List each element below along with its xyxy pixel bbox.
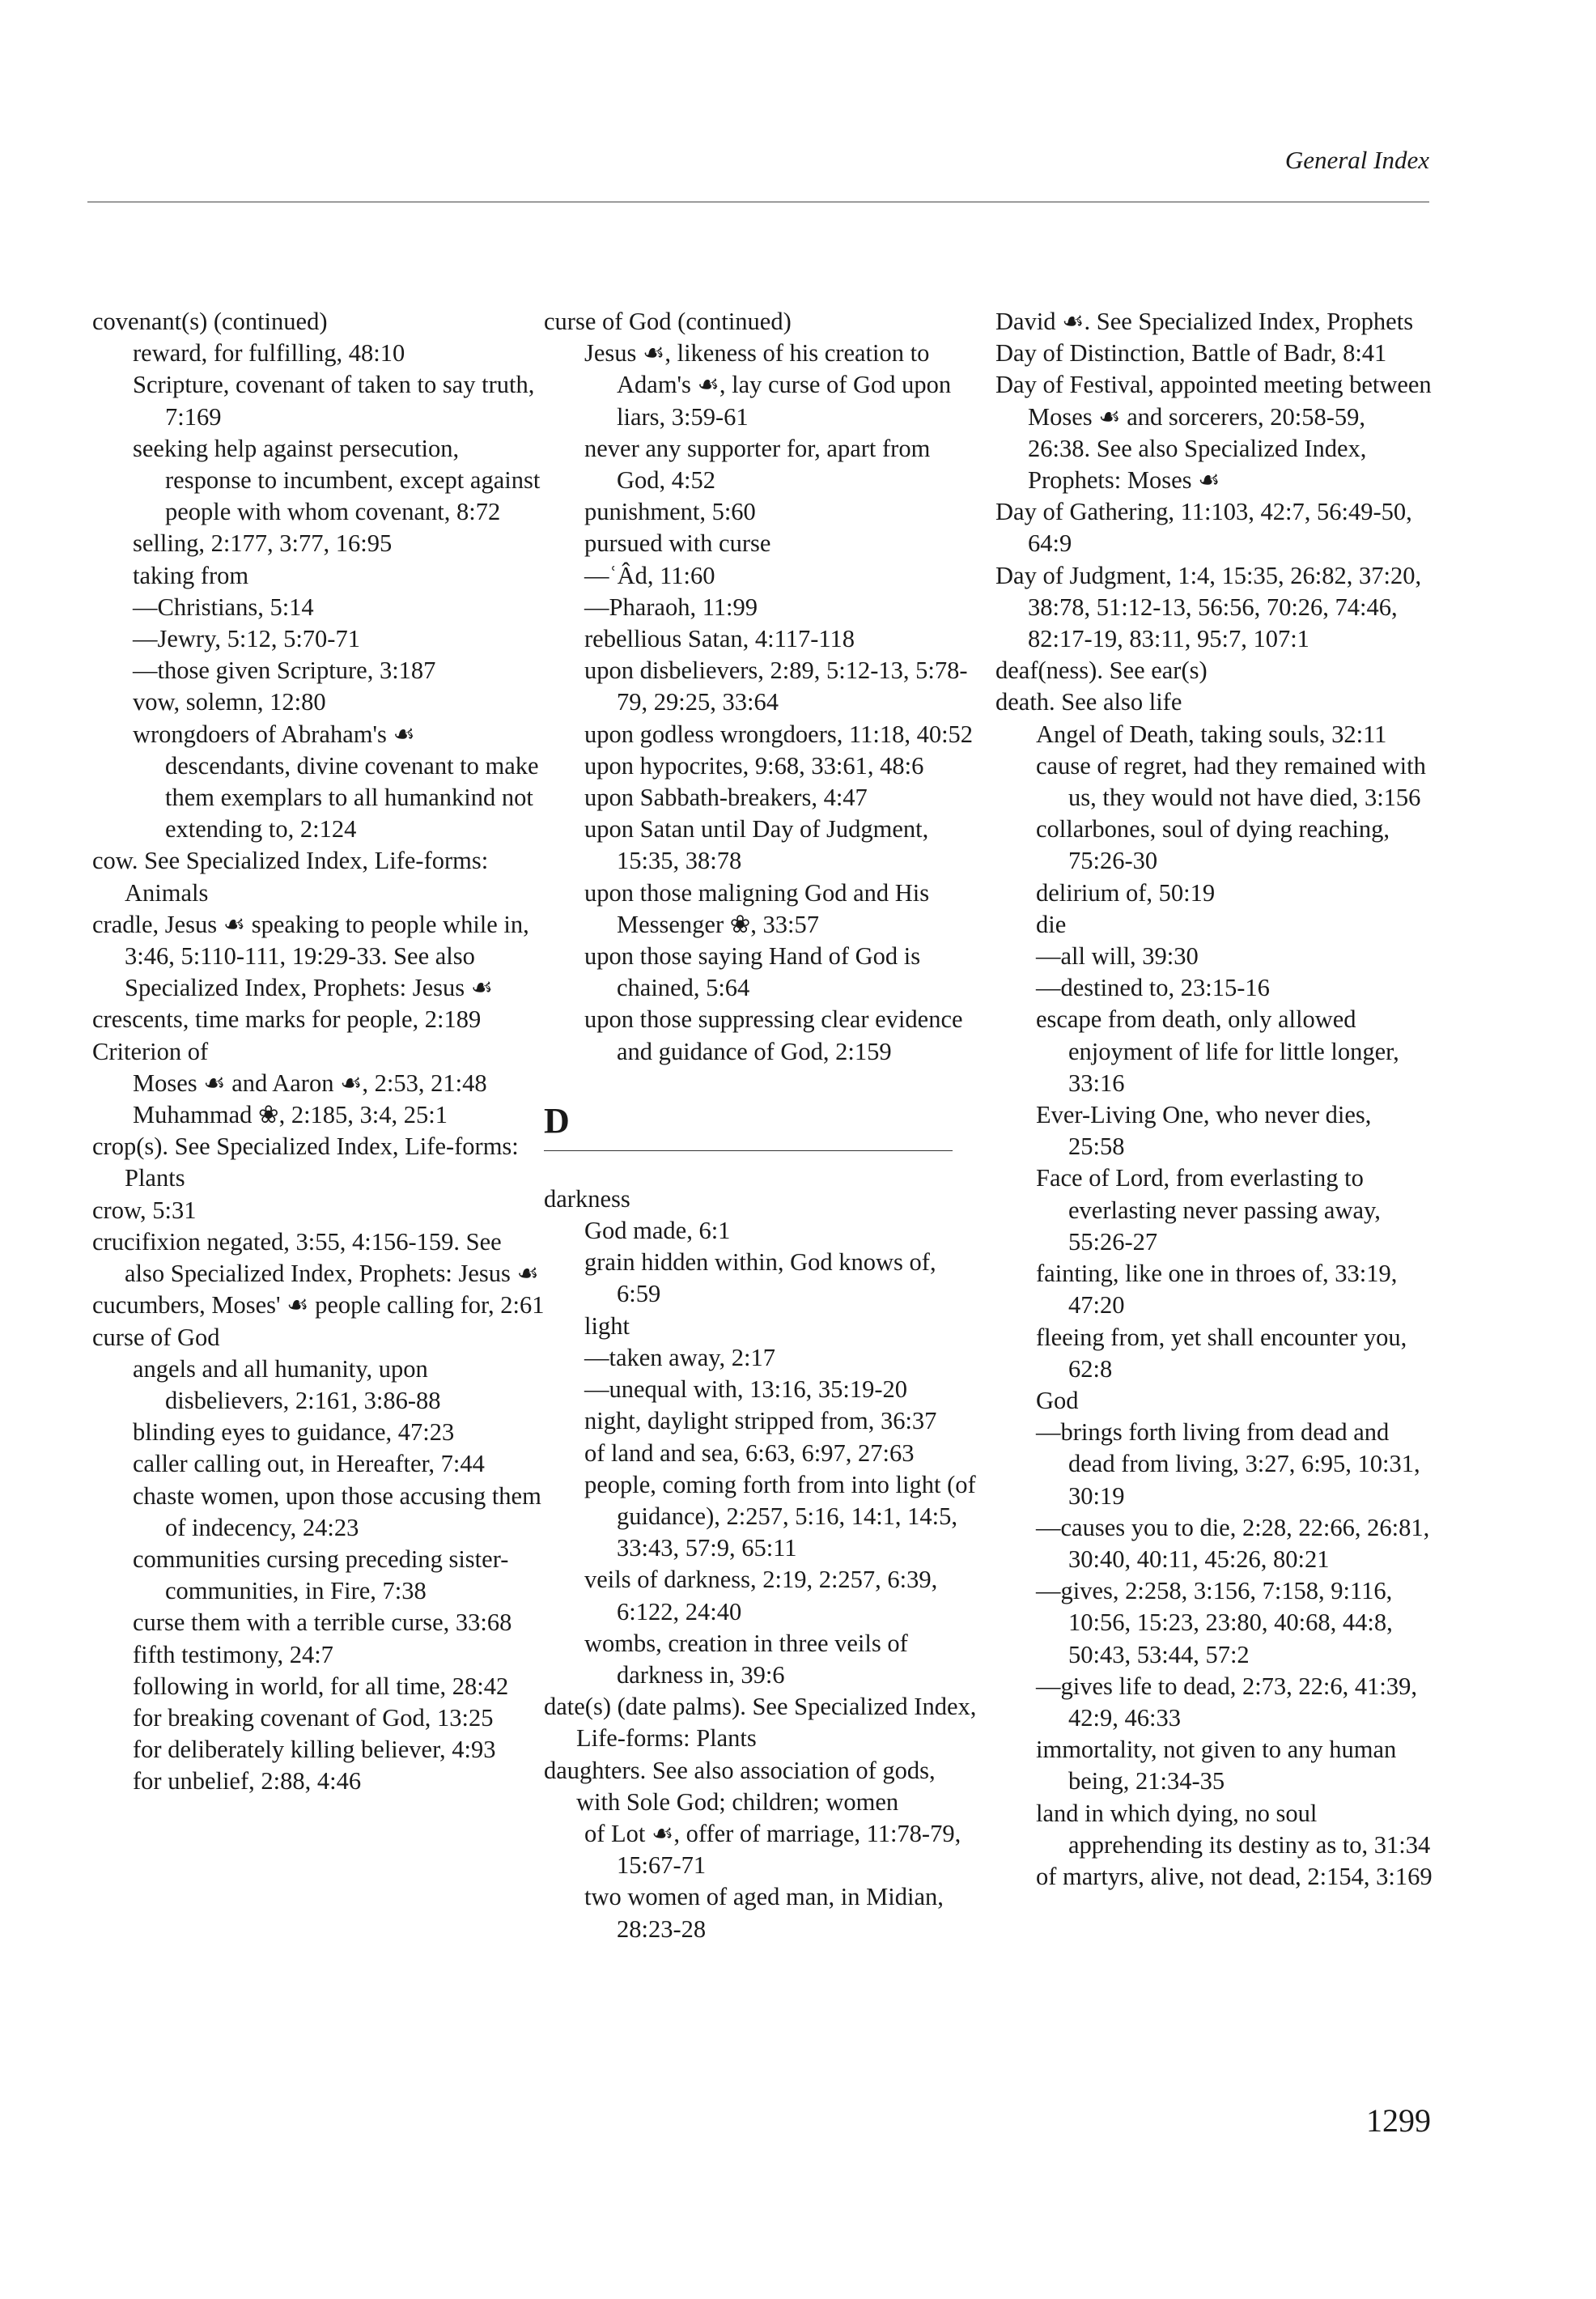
index-subentry: for deliberately killing believer, 4:93 xyxy=(133,1736,496,1764)
index-entry: Day of Festival, appointed meeting between Moses ☙ and sorcerers, 20:58-59, 26:38. See also Specialized Index, Prophets: Moses ☙ xyxy=(995,371,1432,495)
index-subentry: fifth testimony, 24:7 xyxy=(133,1640,333,1668)
index-subentry: upon those suppressing clear evidence and guidance of God, 2:159 xyxy=(584,1005,963,1065)
index-subentry: following in world, for all time, 28:42 xyxy=(133,1672,509,1700)
section-spacer xyxy=(544,1151,981,1183)
index-subentry: —causes you to die, 2:28, 22:66, 26:81, 30:40, 40:11, 45:26, 80:21 xyxy=(1036,1513,1430,1573)
index-subentry: upon those maligning God and His Messenger ❀, 33:57 xyxy=(584,878,930,938)
index-subentry: chaste women, upon those accusing them of indecency, 24:23 xyxy=(133,1481,541,1541)
page-number: 1299 xyxy=(1366,2102,1431,2139)
index-subentry: fleeing from, yet shall encounter you, 62:8 xyxy=(1036,1323,1407,1383)
index-column-2 xyxy=(544,306,981,1945)
index-subentry: two women of aged man, in Midian, 28:23-28 xyxy=(584,1883,944,1943)
index-subentry: God made, 6:1 xyxy=(584,1217,731,1245)
index-entry: daughters. See also association of gods, with Sole God; children; women xyxy=(544,1756,936,1816)
index-subentry: reward, for fulfilling, 48:10 xyxy=(133,339,405,368)
index-subentry: Scripture, covenant of taken to say truth, 7:169 xyxy=(133,371,535,431)
index-subentry: taking from xyxy=(133,561,249,589)
index-column-3 xyxy=(995,306,1433,1893)
index-subentry: land in which dying, no soul apprehending its destiny as to, 31:34 xyxy=(1036,1799,1431,1859)
index-subentry: —destined to, 23:15-16 xyxy=(1036,974,1270,1002)
index-entry: Day of Judgment, 1:4, 15:35, 26:82, 37:20, 38:78, 51:12-13, 56:56, 70:26, 74:46, 82:17-19, 83:11, 95:7, 107:1 xyxy=(995,561,1422,653)
index-subentry: God xyxy=(1036,1386,1079,1414)
index-entry: date(s) (date palms). See Specialized Index, Life-forms: Plants xyxy=(544,1693,977,1753)
index-subentry: rebellious Satan, 4:117-118 xyxy=(584,625,855,653)
index-subentry: Face of Lord, from everlasting to everlasting never passing away, 55:26-27 xyxy=(1036,1164,1381,1256)
index-subentry: upon those saying Hand of God is chained, 5:64 xyxy=(584,942,921,1002)
index-subentry: for unbelief, 2:88, 4:46 xyxy=(133,1767,362,1795)
index-subentry: —all will, 39:30 xyxy=(1036,942,1199,971)
index-entry: deaf(ness). See ear(s) xyxy=(995,657,1208,685)
index-subentry: wrongdoers of Abraham's ☙ descendants, divine covenant to make them exemplars to all humankind not extending to, 2:124 xyxy=(133,720,539,844)
index-subentry: escape from death, only allowed enjoyment of life for little longer, 33:16 xyxy=(1036,1005,1399,1097)
index-subentry: —brings forth living from dead and dead from living, 3:27, 6:95, 10:31, 30:19 xyxy=(1036,1418,1420,1510)
index-subentry: curse them with a terrible curse, 33:68 xyxy=(133,1608,512,1637)
index-entry: crescents, time marks for people, 2:189 xyxy=(92,1005,482,1034)
index-subentry: upon Satan until Day of Judgment, 15:35, 38:78 xyxy=(584,815,929,875)
index-subentry: pursued with curse xyxy=(584,529,771,558)
index-subentry: angels and all humanity, upon disbelievers, 2:161, 3:86-88 xyxy=(133,1354,441,1414)
index-subentry: light xyxy=(584,1311,630,1340)
index-entry: death. See also life xyxy=(995,688,1182,716)
index-subentry: —gives, 2:258, 3:156, 7:158, 9:116, 10:56, 15:23, 23:80, 40:68, 44:8, 50:43, 53:44, 57:2 xyxy=(1036,1577,1393,1668)
index-subentry: delirium of, 50:19 xyxy=(1036,878,1216,907)
index-entry: David ☙. See Specialized Index, Prophets xyxy=(995,308,1414,335)
index-subentry: —Jewry, 5:12, 5:70-71 xyxy=(133,625,360,653)
index-subentry: of martyrs, alive, not dead, 2:154, 3:169 xyxy=(1036,1862,1433,1890)
index-subentry: —Pharaoh, 11:99 xyxy=(584,593,758,621)
index-entry: cradle, Jesus ☙ speaking to people while in, 3:46, 5:110-111, 19:29-33. See also Specialized Index, Prophets: Jesus ☙ xyxy=(92,910,529,1002)
index-subentry: never any supporter for, apart from God, 4:52 xyxy=(584,434,931,495)
index-subentry: grain hidden within, God knows of, 6:59 xyxy=(584,1248,936,1308)
index-subentry: of Lot ☙, offer of marriage, 11:78-79, 15:67-71 xyxy=(584,1819,961,1880)
index-subentry: —ʿÂd, 11:60 xyxy=(584,561,715,589)
index-entry: Day of Distinction, Battle of Badr, 8:41 xyxy=(995,339,1387,368)
index-subentry: upon hypocrites, 9:68, 33:61, 48:6 xyxy=(584,751,924,780)
index-subentry: wombs, creation in three veils of darkness in, 39:6 xyxy=(584,1629,908,1689)
index-subentry: blinding eyes to guidance, 47:23 xyxy=(133,1418,455,1447)
index-subentry: cause of regret, had they remained with us, they would not have died, 3:156 xyxy=(1036,751,1426,812)
index-subentry: Moses ☙ and Aaron ☙, 2:53, 21:48 xyxy=(133,1069,487,1097)
index-subentry: collarbones, soul of dying reaching, 75:26-30 xyxy=(1036,815,1390,875)
index-subentry: vow, solemn, 12:80 xyxy=(133,688,326,716)
index-entry: crucifixion negated, 3:55, 4:156-159. See also Specialized Index, Prophets: Jesus ☙ xyxy=(92,1227,539,1288)
index-subentry: die xyxy=(1036,910,1067,938)
index-entry: cow. See Specialized Index, Life-forms: Animals xyxy=(92,847,489,907)
index-subentry: Muhammad ❀, 2:185, 3:4, 25:1 xyxy=(133,1101,448,1129)
running-head: General Index xyxy=(1284,146,1429,174)
index-subentry: veils of darkness, 2:19, 2:257, 6:39, 6:122, 24:40 xyxy=(584,1566,938,1625)
index-subentry: —taken away, 2:17 xyxy=(584,1343,776,1371)
index-subentry: Angel of Death, taking souls, 32:11 xyxy=(1036,720,1387,748)
index-entry: crow, 5:31 xyxy=(92,1196,197,1224)
index-subentry: people, coming forth from into light (of guidance), 2:257, 5:16, 14:1, 14:5, 33:43, 57:9, 65:11 xyxy=(584,1470,976,1562)
index-subentry: for breaking covenant of God, 13:25 xyxy=(133,1703,494,1732)
section-letter: D xyxy=(544,1100,953,1151)
index-subentry: punishment, 5:60 xyxy=(584,498,756,526)
index-subentry: selling, 2:177, 3:77, 16:95 xyxy=(133,529,393,558)
index-subentry: communities cursing preceding sister-communities, in Fire, 7:38 xyxy=(133,1545,509,1605)
index-entry: curse of God (continued) xyxy=(544,308,792,335)
index-subentry: seeking help against persecution, response to incumbent, except against people with whom covenant, 8:72 xyxy=(133,434,541,526)
index-subentry: immortality, not given to any human being, 21:34-35 xyxy=(1036,1736,1397,1795)
index-entry: curse of God xyxy=(92,1323,220,1351)
index-entry: Criterion of xyxy=(92,1037,209,1065)
index-subentry: of land and sea, 6:63, 6:97, 27:63 xyxy=(584,1438,915,1467)
index-subentry: Jesus ☙, likeness of his creation to Adam's ☙, lay curse of God upon liars, 3:59-61 xyxy=(584,339,952,431)
index-entry: Day of Gathering, 11:103, 42:7, 56:49-50, 64:9 xyxy=(995,498,1412,558)
index-subentry: upon disbelievers, 2:89, 5:12-13, 5:78-79, 29:25, 33:64 xyxy=(584,657,968,716)
index-entry: covenant(s) (continued) xyxy=(92,308,328,335)
index-entry: crop(s). See Specialized Index, Life-forms: Plants xyxy=(92,1133,519,1192)
index-entry: darkness xyxy=(544,1184,630,1213)
index-subentry: upon godless wrongdoers, 11:18, 40:52 xyxy=(584,720,974,748)
index-subentry: fainting, like one in throes of, 33:19, 47:20 xyxy=(1036,1260,1398,1319)
index-entry: cucumbers, Moses' ☙ people calling for, 2:61 xyxy=(92,1291,545,1319)
index-subentry: night, daylight stripped from, 36:37 xyxy=(584,1407,937,1435)
index-column-1 xyxy=(92,306,545,1798)
index-subentry: Ever-Living One, who never dies, 25:58 xyxy=(1036,1101,1372,1161)
index-subentry: upon Sabbath-breakers, 4:47 xyxy=(584,784,868,812)
index-subentry: —unequal with, 13:16, 35:19-20 xyxy=(584,1375,908,1404)
index-subentry: —those given Scripture, 3:187 xyxy=(133,657,436,685)
index-subentry: —gives life to dead, 2:73, 22:6, 41:39, 42:9, 46:33 xyxy=(1036,1672,1417,1732)
index-subentry: —Christians, 5:14 xyxy=(133,593,314,621)
index-subentry: caller calling out, in Hereafter, 7:44 xyxy=(133,1450,485,1478)
